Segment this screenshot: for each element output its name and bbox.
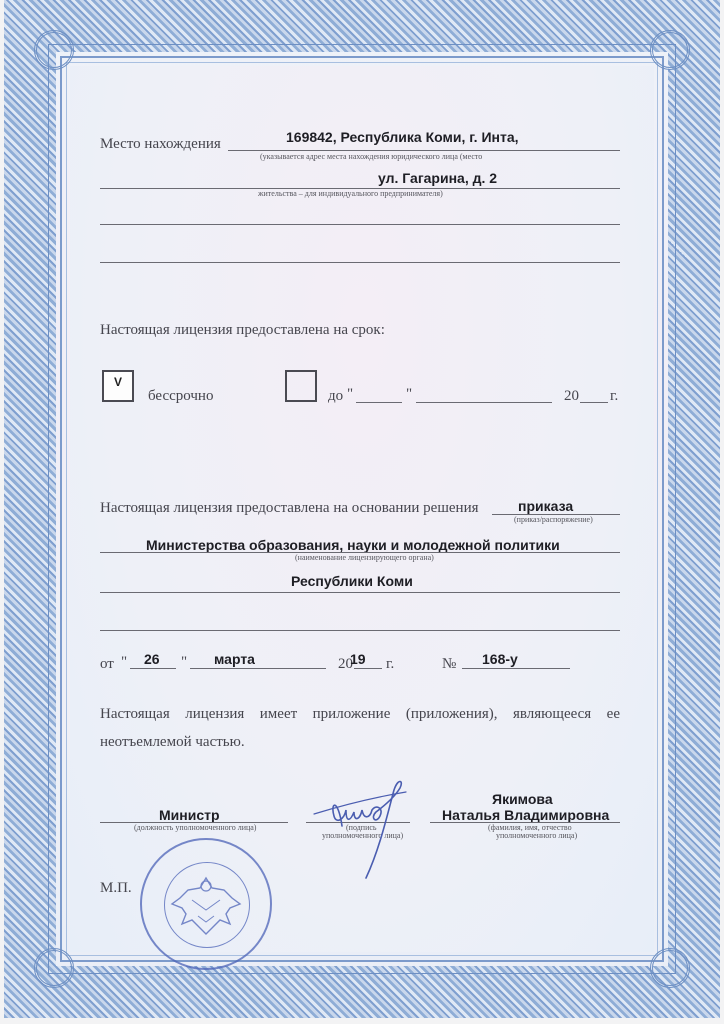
basis-label: Настоящая лицензия предоставлена на основании решения [100, 500, 479, 516]
annex-line-2: неотъемлемой частью. [100, 734, 245, 750]
location-line-1 [228, 150, 620, 151]
signature-caption-1: (подпись [346, 823, 377, 832]
authority-line-2 [100, 592, 620, 593]
location-caption-1: (указывается адрес места нахождения юридического лица (место [260, 152, 483, 161]
corner-ornament-icon [650, 948, 690, 988]
date-month: марта [214, 651, 255, 667]
corner-ornament-icon [34, 948, 74, 988]
checkbox-mark: V [113, 375, 122, 389]
blank-line-1 [100, 224, 620, 225]
number-label: № [442, 656, 457, 672]
location-caption-2: жительства – для индивидуального предпринимателя) [258, 189, 443, 198]
date-quote-close: " [181, 654, 188, 670]
seal-emblem-icon [142, 840, 270, 968]
name-caption-2: уполномоченного лица) [496, 831, 578, 840]
signature-caption-2: уполномоченного лица) [322, 831, 404, 840]
blank-line-3 [100, 630, 620, 631]
location-label: Место нахождения [100, 136, 221, 152]
position-caption: (должность уполномоченного лица) [134, 823, 257, 832]
authority-value-2: Республики Коми [291, 573, 413, 589]
date-year-suffix: г. [386, 656, 395, 672]
name-caption-1: (фамилия, имя, отчество [488, 823, 572, 832]
location-value-2: ул. Гагарина, д. 2 [378, 170, 498, 186]
position-value: Министр [159, 807, 220, 823]
perpetual-checkbox[interactable] [102, 370, 134, 402]
decision-caption: (приказ/распоряжение) [514, 515, 593, 524]
date-year-value: 19 [350, 651, 366, 667]
date-day-line [130, 668, 176, 669]
name-value-2: Наталья Владимировна [442, 807, 610, 823]
until-month-line [416, 402, 552, 403]
date-quote-open: " [121, 654, 128, 670]
until-quote-open: " [347, 386, 354, 402]
date-year-prefix: 20 [338, 656, 353, 672]
official-seal [140, 838, 272, 970]
corner-ornament-icon [650, 30, 690, 70]
number-line [462, 668, 570, 669]
date-month-line [190, 668, 326, 669]
handwritten-signature [310, 768, 414, 888]
authority-caption: (наименование лицензирующего органа) [295, 553, 434, 562]
seal-label: М.П. [100, 880, 132, 896]
date-day: 26 [144, 651, 160, 667]
until-year-line [580, 402, 608, 403]
until-checkbox[interactable] [285, 370, 317, 402]
until-year-prefix: 20 [564, 388, 579, 404]
authority-value: Министерства образования, науки и молодежной политики [146, 537, 560, 553]
corner-ornament-icon [34, 30, 74, 70]
until-day-line [356, 402, 402, 403]
location-value-1: 169842, Республика Коми, г. Инта, [286, 129, 519, 145]
perpetual-label: бессрочно [148, 388, 214, 404]
until-label: до [328, 388, 344, 404]
number-value: 168-у [482, 651, 518, 667]
until-year-suffix: г. [610, 388, 619, 404]
annex-line-1: Настоящая лицензия имеет приложение (приложения), являющееся ее [100, 706, 620, 722]
until-quote-close: " [406, 386, 413, 402]
blank-line-2 [100, 262, 620, 263]
date-year-line [354, 668, 382, 669]
name-value-1: Якимова [492, 791, 553, 807]
term-heading: Настоящая лицензия предоставлена на срок: [100, 322, 385, 338]
date-from-label: от [100, 656, 114, 672]
decision-value: приказа [518, 498, 574, 514]
